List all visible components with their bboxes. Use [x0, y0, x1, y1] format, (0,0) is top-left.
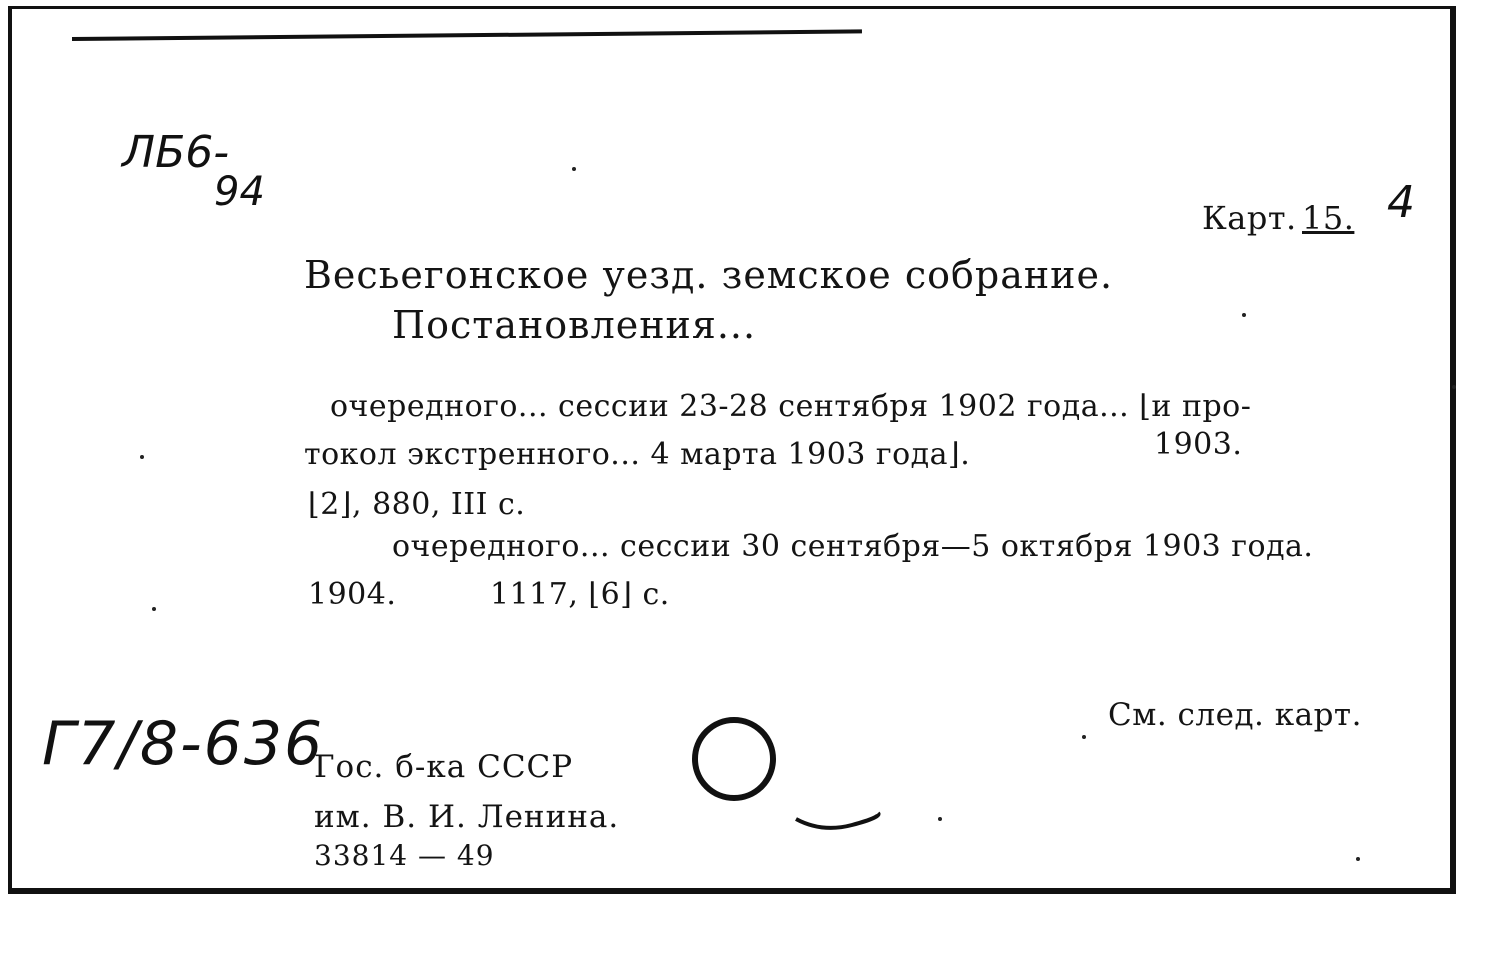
shelfmark-handwritten: ЛБ6-: [122, 127, 230, 178]
see-next-card: См. след. карт.: [1108, 697, 1362, 733]
speck: [152, 607, 156, 611]
speck: [1082, 735, 1086, 739]
shelfmark-sub-handwritten: 94: [214, 169, 265, 215]
speck: [572, 167, 576, 171]
speck: [1356, 857, 1360, 861]
heading-line-2: Постановления...: [392, 303, 757, 347]
catalog-card: [8, 6, 1456, 894]
entry-pages-2: 1117, ⌊6⌋ с.: [490, 577, 670, 612]
punch-hole: [692, 717, 776, 801]
inventory-handwritten: Г7/8-636: [42, 709, 325, 779]
entry-line-1: очередного... сессии 23-28 сентября 1902 года... ⌊и про-: [330, 389, 1252, 424]
entry-year-1: 1903.: [1154, 427, 1243, 462]
speck: [1452, 385, 1456, 389]
library-line-2: им. В. И. Ленина.: [314, 799, 620, 835]
speck: [140, 455, 144, 459]
card-number: 15.: [1302, 199, 1355, 237]
speck: [938, 817, 942, 821]
entry-line-3: ⌊2⌋, 880, III с.: [308, 487, 526, 522]
heading-line-1: Весьегонское уезд. земское собрание.: [304, 253, 1114, 297]
ink-mark: [792, 809, 882, 839]
entry-line-2: токол экстренного... 4 марта 1903 года⌋.: [304, 437, 971, 472]
library-line-1: Гос. б-ка СССР: [314, 749, 574, 785]
library-line-3: 33814 — 49: [314, 839, 495, 872]
card-number-label: Карт.: [1202, 199, 1297, 237]
speck: [1242, 313, 1246, 317]
card-number-handwritten: 4: [1387, 177, 1415, 228]
entry-line-4: очередного... сессии 30 сентября—5 октября 1903 года.: [392, 529, 1314, 564]
top-rule: [72, 29, 862, 41]
entry-year-2: 1904.: [308, 577, 397, 612]
